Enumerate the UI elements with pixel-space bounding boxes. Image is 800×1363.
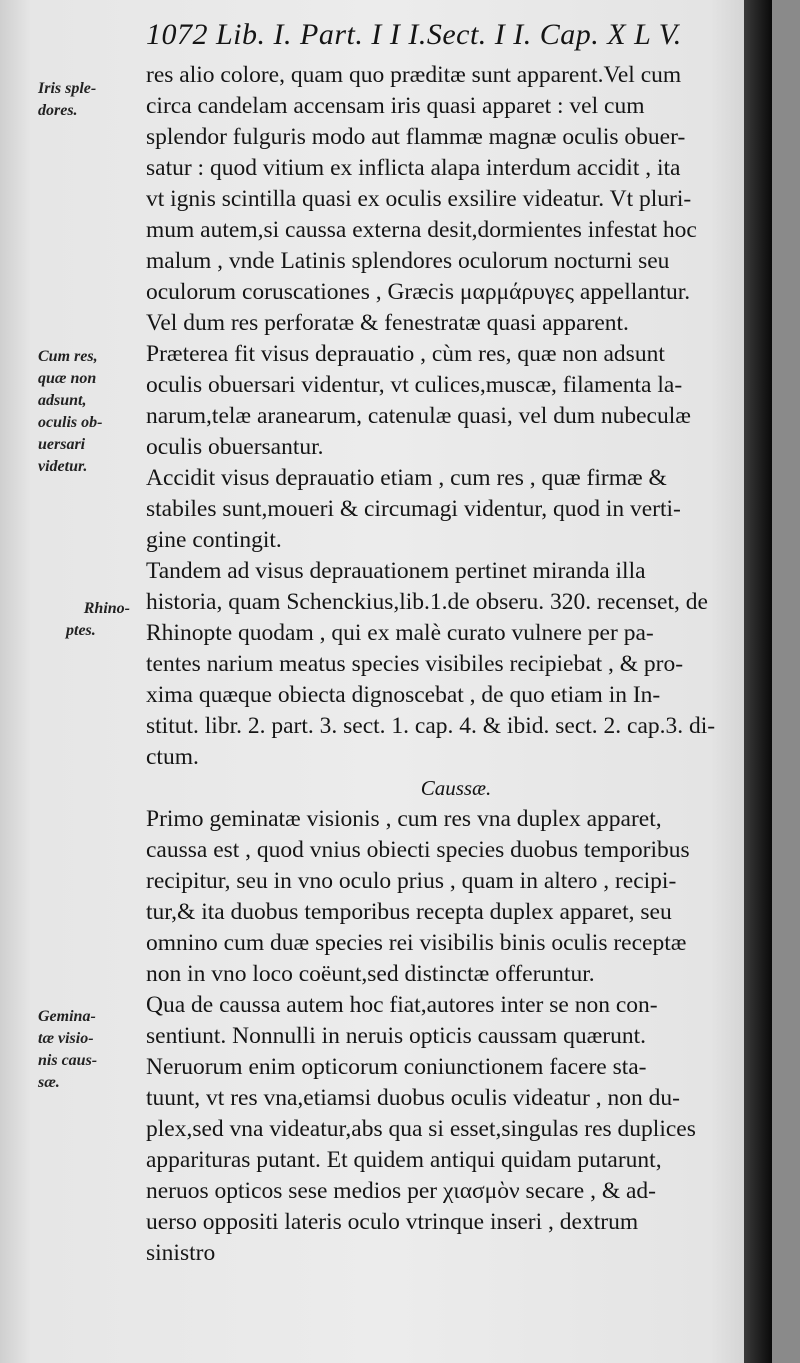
margin-note-line: Cum res, bbox=[38, 348, 98, 365]
margin-note-line: sæ. bbox=[38, 1074, 60, 1091]
text-line: narum,telæ aranearum, catenulæ quasi, vel dum nubeculæ bbox=[146, 403, 691, 429]
text-line: apparituras putant. Et quidem antiqui quidam putarunt, bbox=[146, 1147, 662, 1173]
text-line: gine contingit. bbox=[146, 527, 282, 553]
margin-note-cum-res bbox=[38, 346, 142, 478]
text-line: Vel dum res perforatæ & fenestratæ quasi apparent. bbox=[146, 310, 629, 336]
text-line: Neruorum enim opticorum coniunctionem facere sta- bbox=[146, 1054, 647, 1080]
text-line: oculis obuersantur. bbox=[146, 434, 324, 460]
text-line: malum , vnde Latinis splendores oculorum nocturni seu bbox=[146, 248, 670, 274]
margin-note-line: Iris sple- bbox=[38, 80, 97, 97]
text-line: recipitur, seu in vno oculo prius , quam in altero , recipi- bbox=[146, 868, 677, 894]
text-line: caussa est , quod vnius obiecti species duobus temporibus bbox=[146, 837, 690, 863]
text-line: Qua de caussa autem hoc fiat,autores inter se non con- bbox=[146, 992, 658, 1018]
margin-note-line: tæ visio- bbox=[38, 1030, 94, 1047]
margin-note-geminata bbox=[38, 1006, 142, 1094]
section-heading: Caussæ. bbox=[420, 776, 492, 800]
text-line: neruos opticos sese medios per χιασμὸν secare , & ad- bbox=[146, 1178, 657, 1204]
text-line: non in vno loco coëunt,sed distinctæ offeruntur. bbox=[146, 961, 595, 987]
text-line: stitut. libr. 2. part. 3. sect. 1. cap. 4. & ibid. sect. 2. cap.3. di- bbox=[146, 713, 716, 739]
text-line: Primo geminatæ visionis , cum res vna duplex apparet, bbox=[146, 806, 662, 832]
body-text bbox=[146, 60, 766, 1269]
margin-note-line: Gemina- bbox=[38, 1008, 96, 1025]
text-line: res alio colore, quam quo præditæ sunt apparent.Vel cum bbox=[146, 62, 682, 88]
text-line: circa candelam accensam iris quasi apparet : vel cum bbox=[146, 93, 645, 119]
page-header: 1072 Lib. I. Part. I I I.Sect. I I. Cap. X L V. bbox=[146, 18, 682, 51]
text-line: plex,sed vna videatur,abs qua si esset,singulas res duplices bbox=[146, 1116, 696, 1142]
margin-note-line: adsunt, bbox=[38, 392, 87, 409]
text-line: tentes narium meatus species visibiles recipiebat , & pro- bbox=[146, 651, 684, 677]
margin-note-line: videtur. bbox=[38, 458, 88, 475]
text-line: oculorum coruscationes , Græcis μαρμάρυγες appellantur. bbox=[146, 279, 691, 305]
text-line: omnino cum duæ species rei visibilis binis oculis receptæ bbox=[146, 930, 687, 956]
margin-note-line: oculis ob- bbox=[38, 414, 103, 431]
text-line: Præterea fit visus deprauatio , cùm res, quæ non adsunt bbox=[146, 341, 665, 367]
margin-note-line: ptes. bbox=[66, 622, 96, 639]
text-line: satur : quod vitium ex inflicta alapa interdum accidit , ita bbox=[146, 155, 681, 181]
margin-note-rhinoptes bbox=[38, 598, 130, 642]
text-line: splendor fulguris modo aut flammæ magnæ oculis obuer- bbox=[146, 124, 686, 150]
text-line: vt ignis scintilla quasi ex oculis exsilire videatur. Vt pluri- bbox=[146, 186, 692, 212]
text-line: historia, quam Schenckius,lib.1.de obseru. 320. recenset, de bbox=[146, 589, 708, 615]
margin-note-line: Rhino- bbox=[83, 600, 130, 617]
text-line: sentiunt. Nonnulli in neruis opticis caussam quærunt. bbox=[146, 1023, 646, 1049]
page-gutter-shadow bbox=[744, 0, 772, 1363]
text-line: oculis obuersari videntur, vt culices,muscæ, filamenta la- bbox=[146, 372, 683, 398]
margin-note-iris bbox=[38, 78, 142, 122]
text-line: uerso oppositi lateris oculo vtrinque inseri , dextrum bbox=[146, 1209, 639, 1235]
text-line: ctum. bbox=[146, 744, 199, 770]
text-line: Accidit visus deprauatio etiam , cum res , quæ firmæ & bbox=[146, 465, 667, 491]
margin-note-line: quæ non bbox=[38, 370, 97, 387]
text-line: stabiles sunt,moueri & circumagi videntur, quod in verti- bbox=[146, 496, 681, 522]
margin-note-line: dores. bbox=[38, 102, 78, 119]
margin-note-line: uersari bbox=[38, 436, 86, 453]
text-line: mum autem,si caussa externa desit,dormientes infestat hoc bbox=[146, 217, 697, 243]
text-line: tur,& ita duobus temporibus recepta duplex apparet, seu bbox=[146, 899, 672, 925]
text-line: Tandem ad visus deprauationem pertinet miranda illa bbox=[146, 558, 646, 584]
text-line: sinistro bbox=[146, 1240, 216, 1266]
text-line: tuunt, vt res vna,etiamsi duobus oculis videatur , non du- bbox=[146, 1085, 680, 1111]
margin-note-line: nis caus- bbox=[38, 1052, 98, 1069]
text-line: xima quæque obiecta dignoscebat , de quo etiam in In- bbox=[146, 682, 661, 708]
text-line: Rhinopte quodam , qui ex malè curato vulnere per pa- bbox=[146, 620, 654, 646]
